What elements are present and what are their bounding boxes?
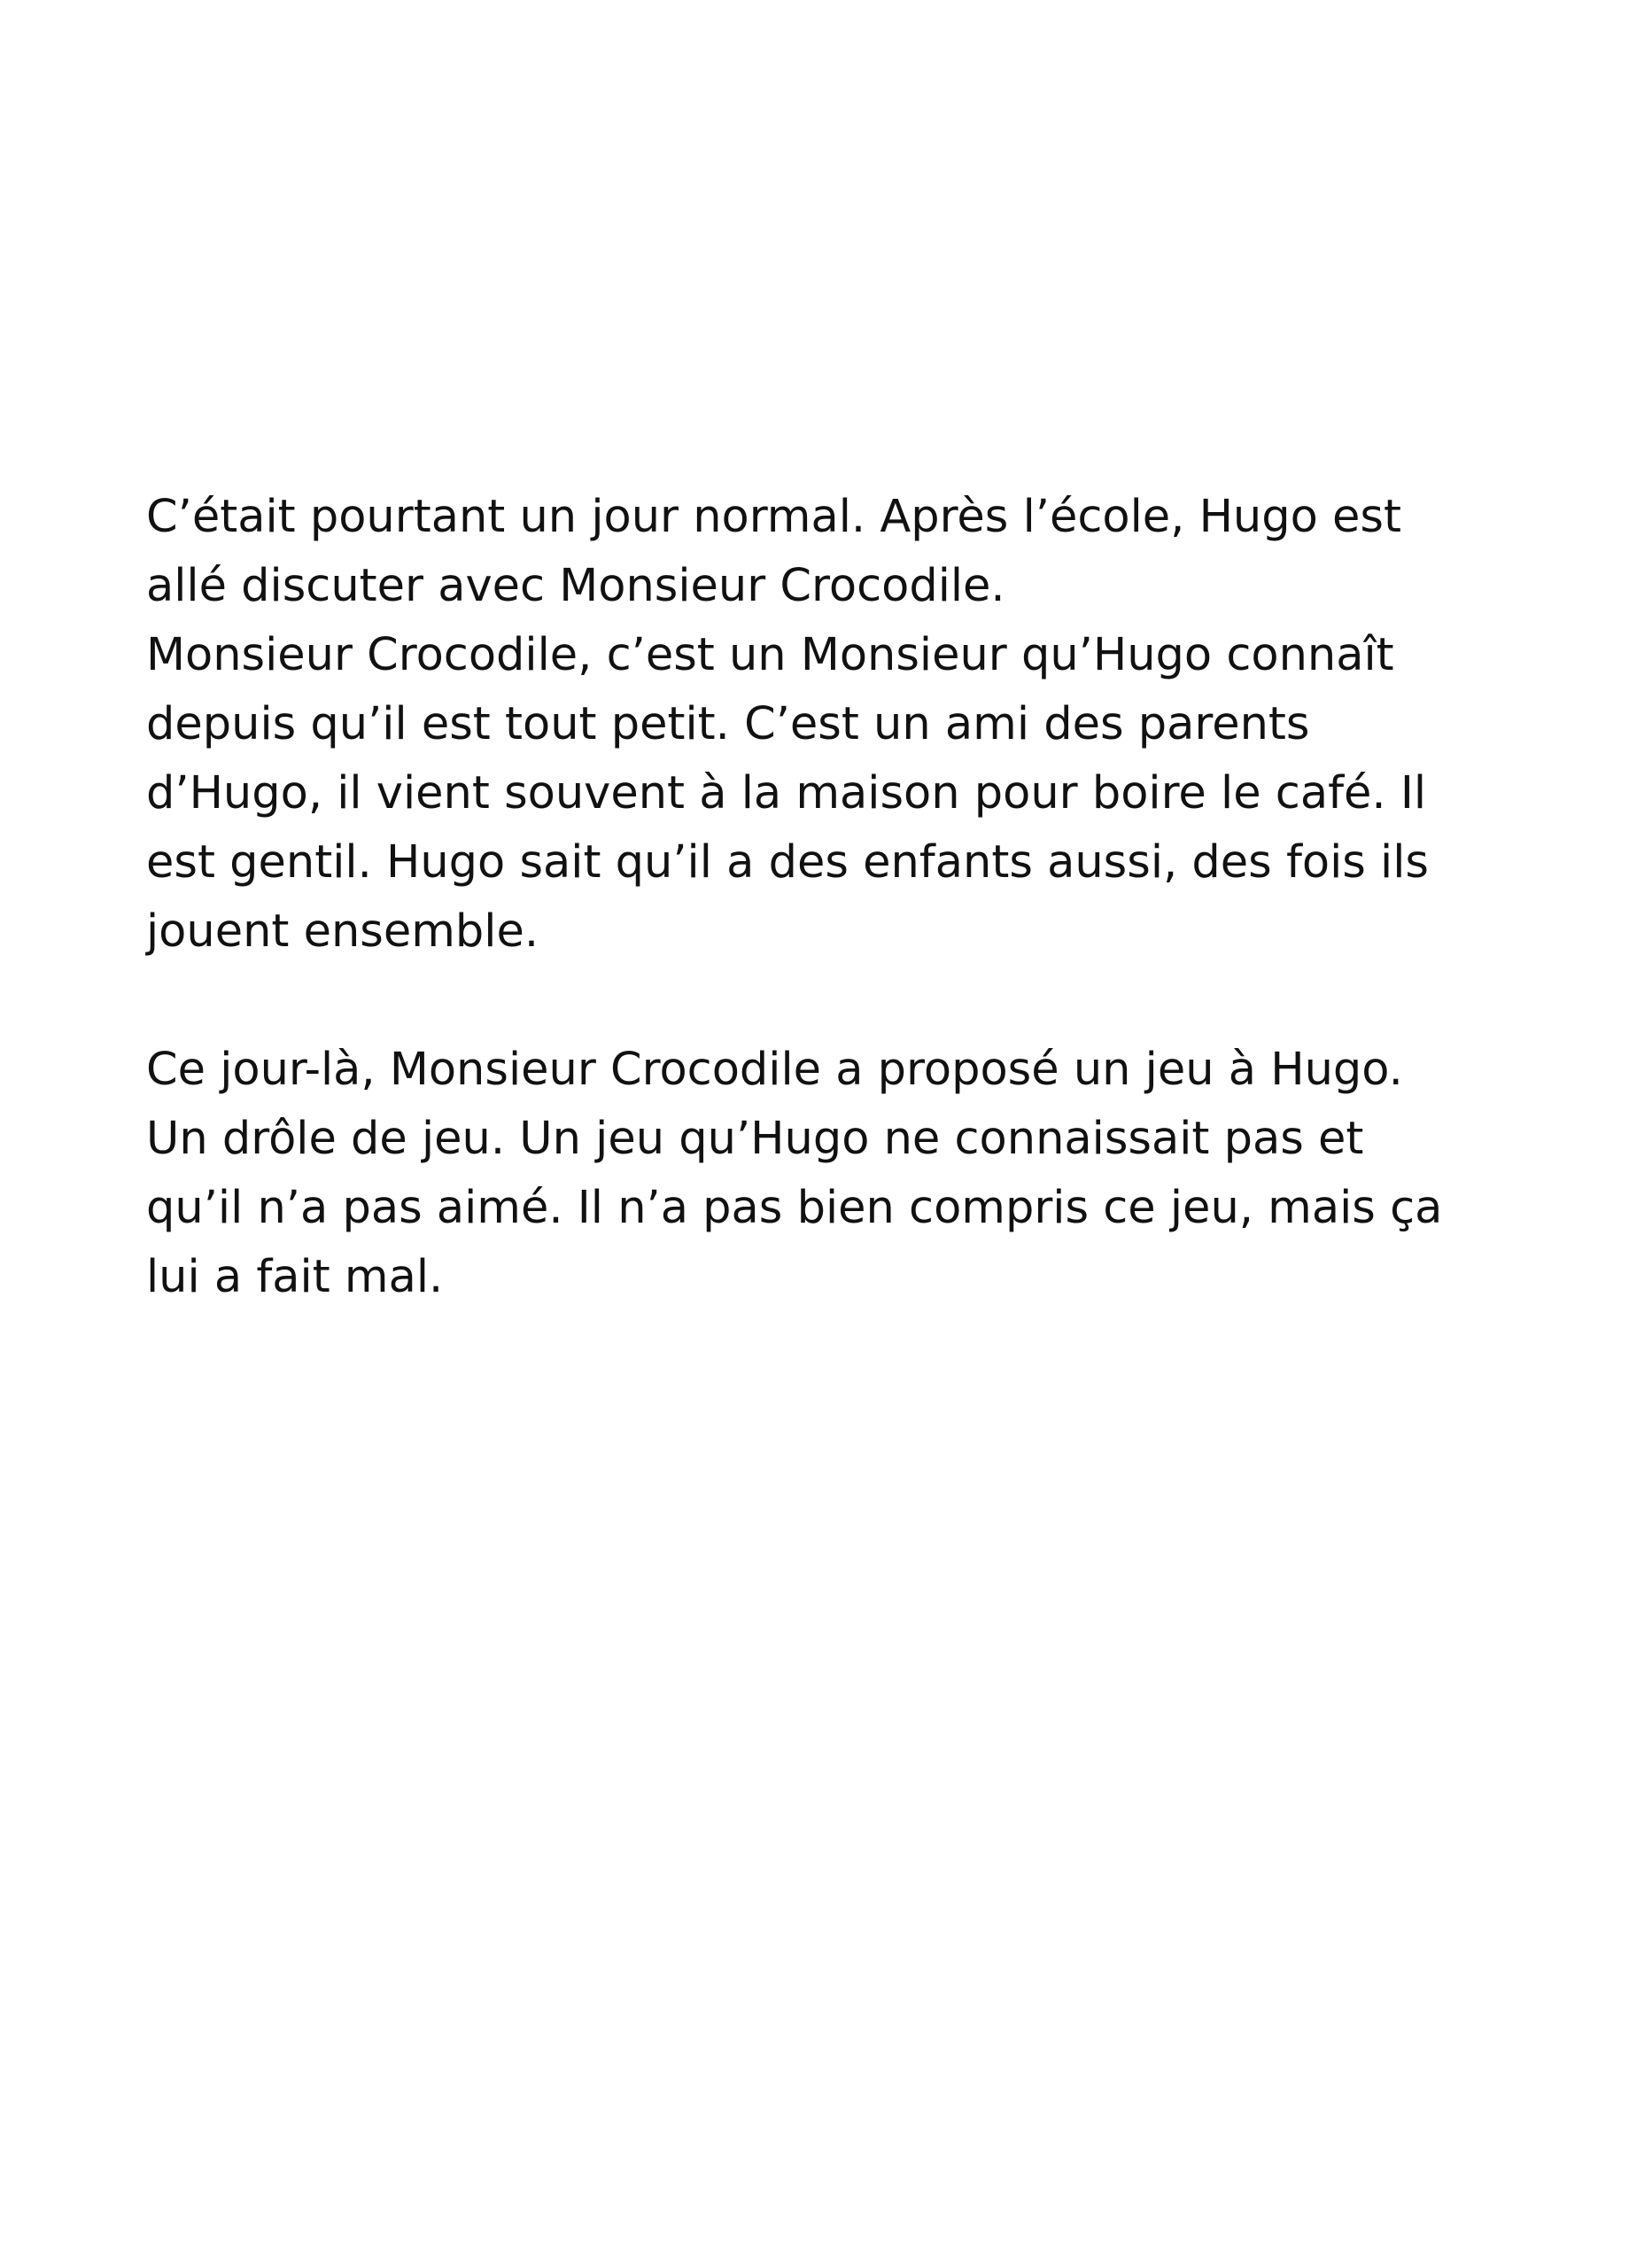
text-line: Ce jour-là, Monsieur Crocodile a proposé un jeu à Hugo. xyxy=(146,1044,1403,1096)
paragraph-1 xyxy=(146,483,1457,967)
text-line: lui a fait mal. xyxy=(146,1251,444,1303)
paragraph-spacer xyxy=(146,967,1457,1036)
text-line: C’était pourtant un jour normal. Après l’école, Hugo est xyxy=(146,491,1401,543)
paragraph-2 xyxy=(146,1036,1457,1312)
text-line: allé discuter avec Monsieur Crocodile. xyxy=(146,560,1005,612)
text-line: depuis qu’il est tout petit. C’est un ami des parents xyxy=(146,698,1310,750)
text-line: jouent ensemble. xyxy=(146,905,539,958)
story-text xyxy=(146,483,1457,1312)
text-line: Monsieur Crocodile, c’est un Monsieur qu’Hugo connaît xyxy=(146,629,1394,681)
text-line: Un drôle de jeu. Un jeu qu’Hugo ne connaissait pas et xyxy=(146,1113,1364,1165)
text-line: qu’il n’a pas aimé. Il n’a pas bien compris ce jeu, mais ça xyxy=(146,1182,1443,1234)
text-line: d’Hugo, il vient souvent à la maison pour boire le café. Il xyxy=(146,767,1427,819)
text-line: est gentil. Hugo sait qu’il a des enfants aussi, des fois ils xyxy=(146,836,1429,889)
